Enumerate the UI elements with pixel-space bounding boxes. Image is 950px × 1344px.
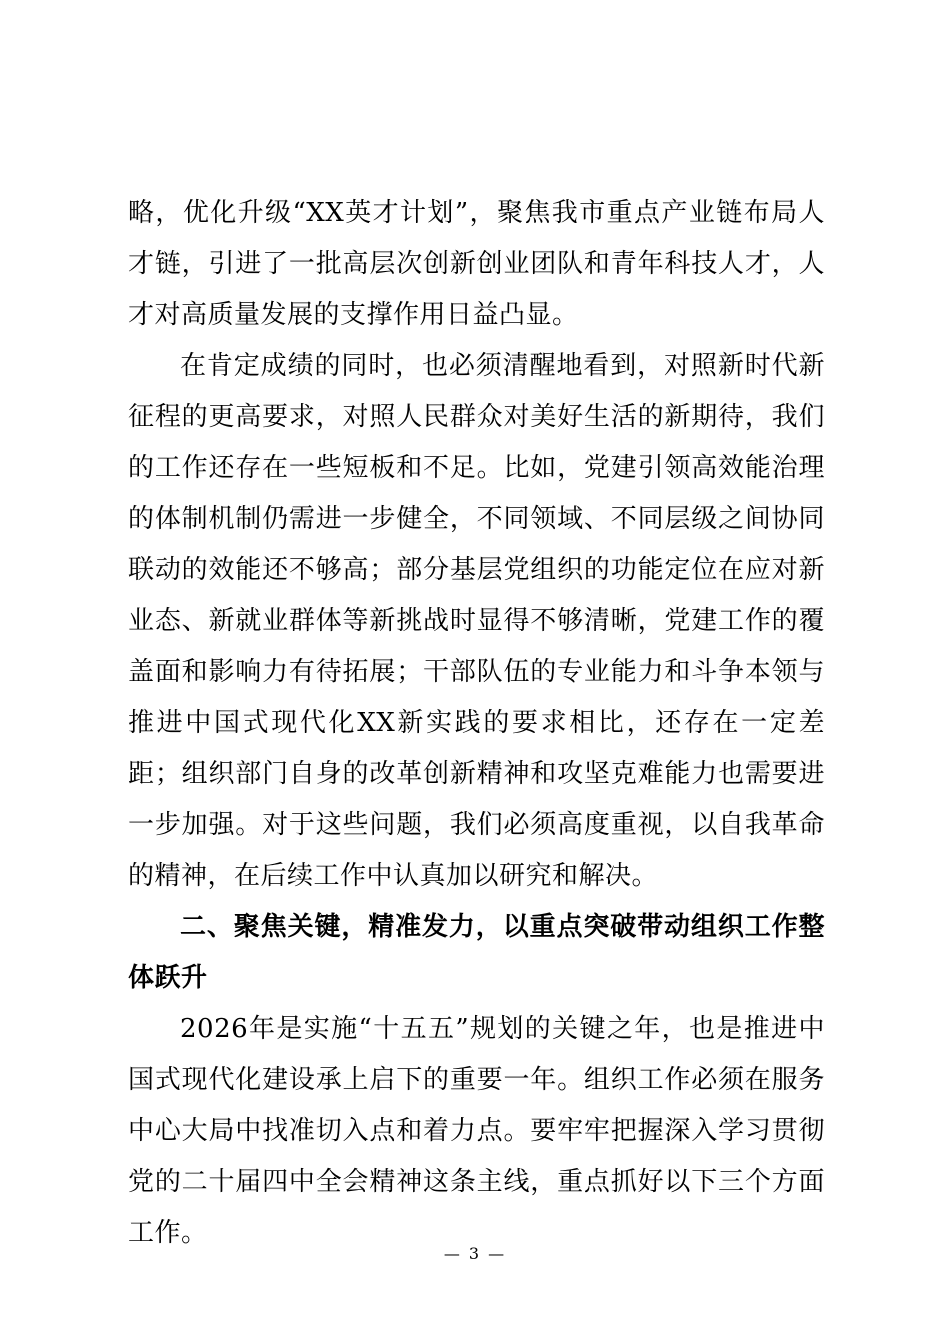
page-number: — 3 — (443, 1244, 507, 1263)
paragraph-shortcomings: 在肯定成绩的同时，也必须清醒地看到，对照新时代新征程的更高要求，对照人民群众对美好生活的新期待，我们的工作还存在一些短板和不足。比如，党建引领高效能治理的体制机制仍需进一步健全，不同领域、不同层级之间协同联动的效能还不够高；部分基层党组织的功能定位在应对新业态、新就业群体等新挑战时显得不够清晰，党建工作的覆盖面和影响力有待拓展；干部队伍的专业能力和斗争本领与推进中国式现代化XX新实践的要求相比，还存在一定差距；组织部门自身的改革创新精神和攻坚克难能力也需要进一步加强。对于这些问题，我们必须高度重视，以自我革命的精神，在后续工作中认真加以研究和解决。 (128, 351, 825, 891)
paragraph-2026-plan: 2026年是实施“十五五”规划的关键之年，也是推进中国式现代化建设承上启下的重要一年。组织工作必须在服务中心大局中找准切入点和着力点。要牢牢把握深入学习贯彻党的二十届四中全会精神这条主线，重点抓好以下三个方面工作。 (128, 1014, 825, 1248)
paragraph-continuation: 略，优化升级“XX英才计划”，聚焦我市重点产业链布局人才链，引进了一批高层次创新创业团队和青年科技人才，人才对高质量发展的支撑作用日益凸显。 (128, 198, 825, 330)
document-body (128, 188, 825, 1259)
section-heading-2: 二、聚焦关键，精准发力，以重点突破带动组织工作整体跃升 (128, 912, 825, 993)
